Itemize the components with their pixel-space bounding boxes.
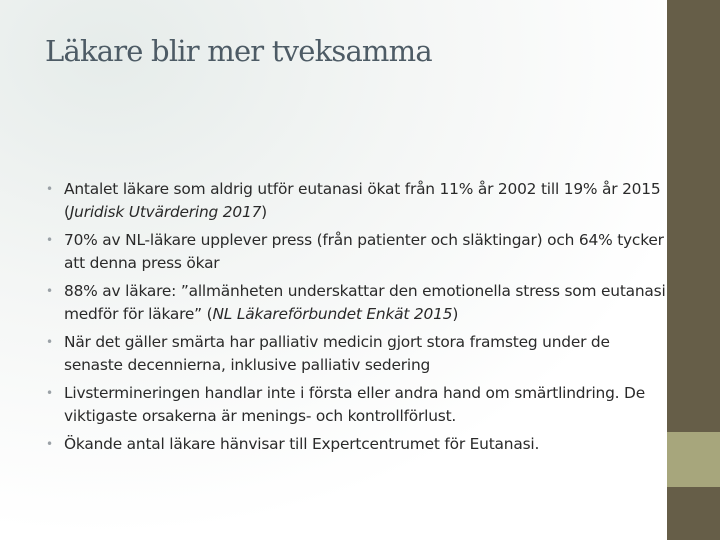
bullet-text: 88% av läkare: ”allmänheten underskattar den emotionella stress som eutanasi medför för läkare” ( — [64, 282, 666, 323]
bullet-text-end: ) — [261, 203, 267, 221]
bullet-item-5 — [46, 382, 666, 428]
bullet-text: Ökande antal läkare hänvisar till Expertcentrumet för Eutanasi. — [64, 435, 540, 453]
bullet-text: Livstermineringen handlar inte i första eller andra hand om smärtlindring. De viktigaste orsakerna är menings- och kontrollförlust. — [64, 384, 645, 425]
bullet-citation: NL Läkareförbundet Enkät 2015 — [212, 305, 453, 323]
bullet-marker: • — [46, 182, 53, 196]
bullet-item-2 — [46, 229, 666, 275]
bullet-item-3 — [46, 280, 666, 326]
bullet-text: När det gäller smärta har palliativ medicin gjort stora framsteg under de senaste decennierna, inklusive palliativ sedering — [64, 333, 610, 374]
bullet-item-1 — [46, 178, 666, 224]
bullet-item-4 — [46, 331, 666, 377]
bullet-item-6 — [46, 433, 666, 456]
bullet-citation: Juridisk Utvärdering 2017 — [69, 203, 262, 221]
bullet-text-end: ) — [452, 305, 459, 323]
bullet-text: Antalet läkare som aldrig utför eutanasi ökat från 11% år 2002 till 19% år 2015 ( — [64, 180, 661, 221]
bullet-marker: • — [46, 233, 53, 247]
bullet-list — [46, 178, 666, 461]
bullet-marker: • — [46, 284, 53, 298]
bullet-marker: • — [46, 335, 53, 349]
slide-title: Läkare blir mer tveksamma — [45, 34, 432, 68]
bullet-text: 70% av NL-läkare upplever press (från patienter och släktingar) och 64% tycker att denna press ökar — [64, 231, 664, 272]
bullet-marker: • — [46, 437, 53, 451]
bullet-marker: • — [46, 386, 53, 400]
sidebar-accent-block — [667, 432, 720, 487]
